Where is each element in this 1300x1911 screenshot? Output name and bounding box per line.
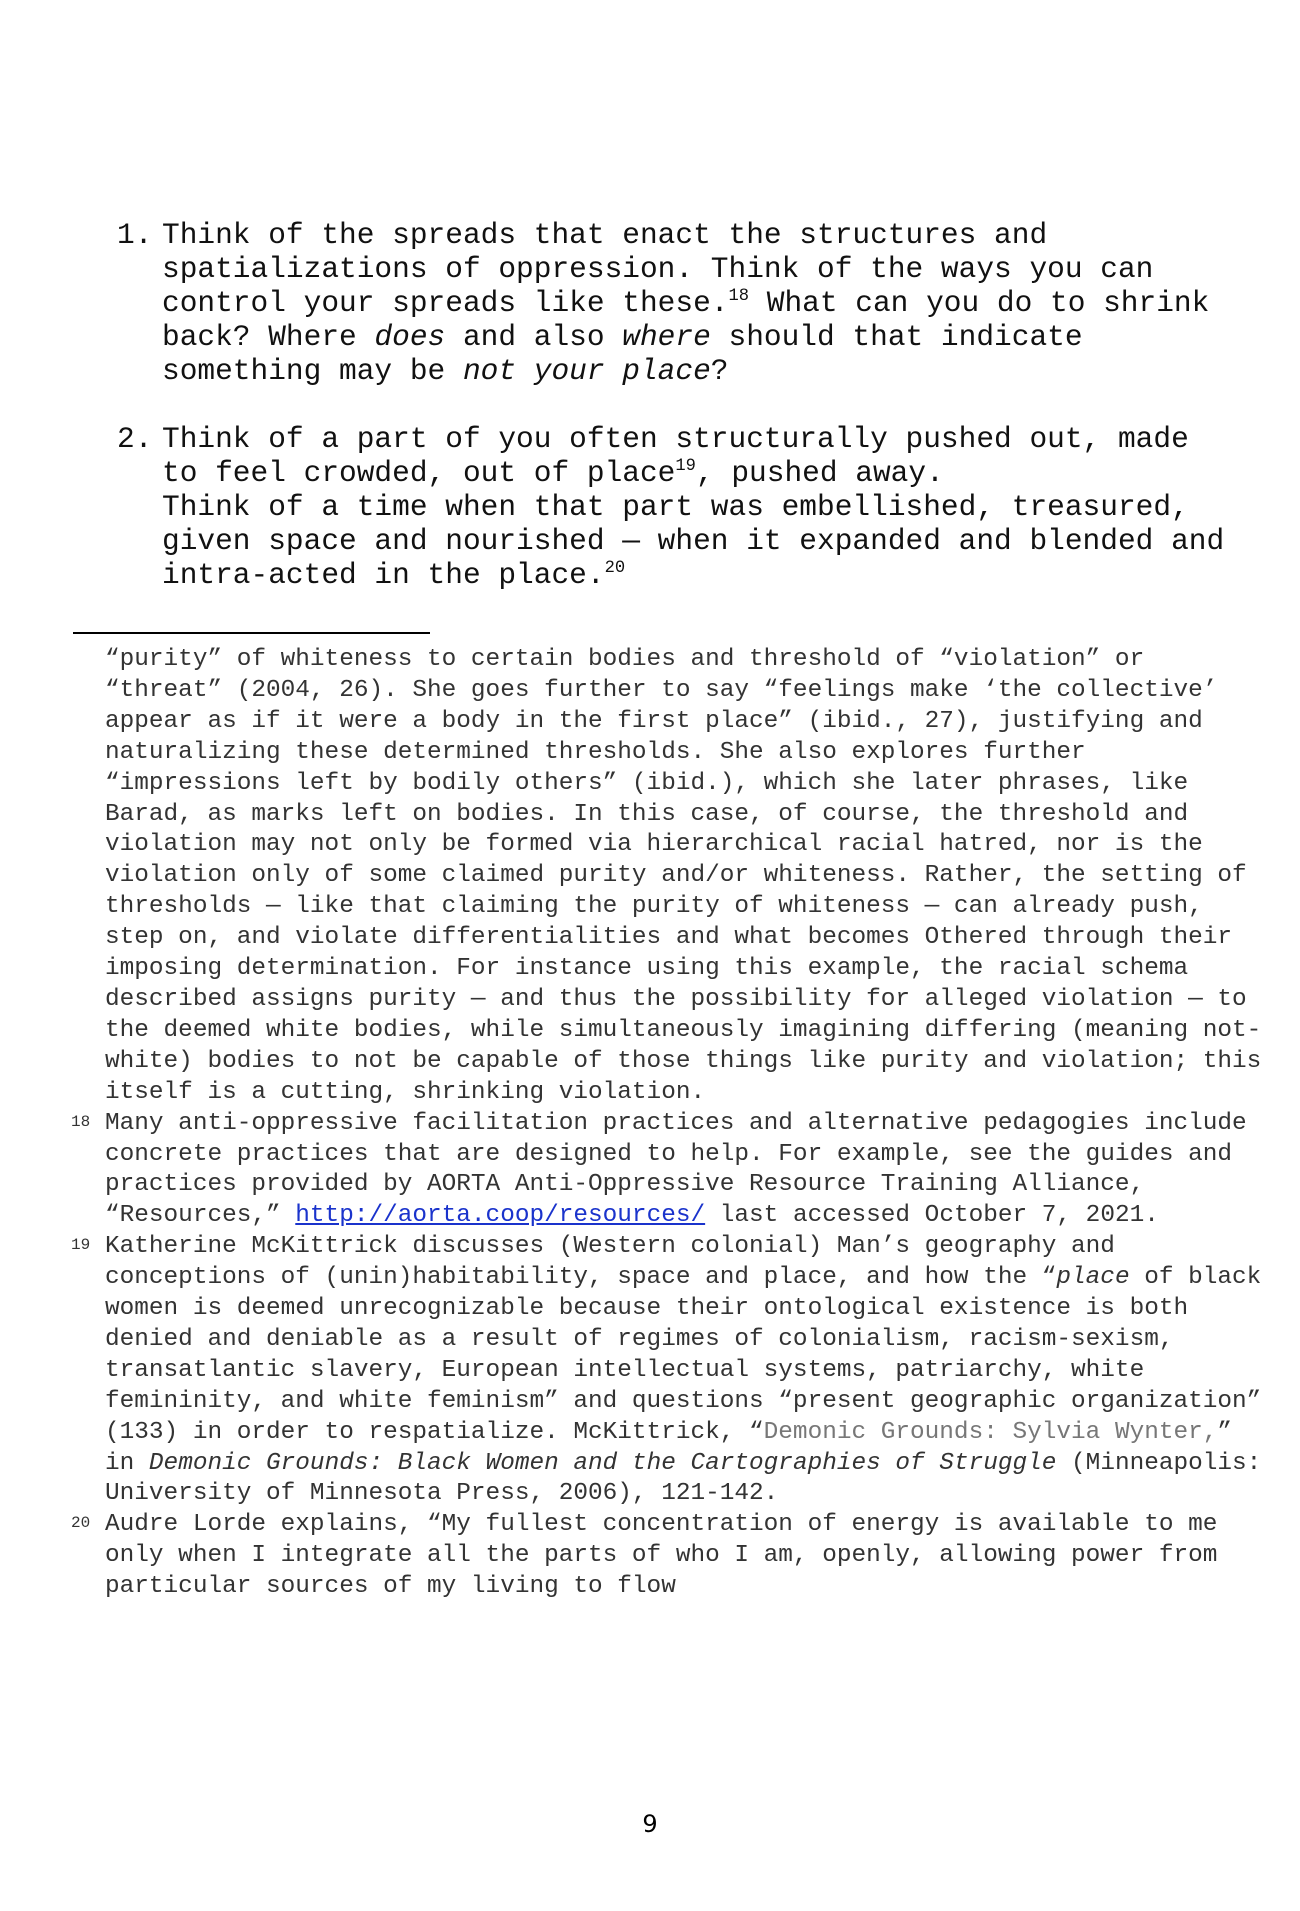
page-number: 9 — [642, 1810, 658, 1838]
footnote-ref-20[interactable]: 20 — [604, 559, 626, 579]
footnote-separator — [73, 632, 430, 634]
footnotes — [71, 645, 1265, 1603]
footnote-20: 20 Audre Lorde explains, “My fullest concentration of energy is available to me only when I integrate all the parts of who I am, openly, allowing power from particular sources of my living to flow — [105, 1510, 1265, 1603]
footnote-mark: 19 — [71, 1236, 91, 1255]
numbered-list — [117, 218, 1227, 626]
footnote-19: 19 Katherine McKittrick discusses (Western colonial) Man’s geography and conceptions of (unin)habitability, space and place, and how the “place of black women is deemed unrecognizable because their ontological existence is both denied and deniable as a result of regimes of colonialism, racism-sexism, transatlantic slavery, European intellectual systems, patriarchy, white femininity, and white feminism” and questions “present geographic organization” (133) in order to respatialize. McKittrick, “Demonic Grounds: Sylvia Wynter,” in Demonic Grounds: Black Women and the Cartographies of Struggle (Minneapolis: University of Minnesota Press, 2006), 121-142. — [105, 1232, 1265, 1510]
footnote-mark: 18 — [71, 1112, 91, 1131]
list-number: 2. — [117, 422, 153, 456]
footnote-mark: 20 — [71, 1514, 91, 1533]
list-item-1: 1. Think of the spreads that enact the structures and spatializations of oppression. Think of the ways you can control your spreads like these.$^{18}$ What can you do to shrink back? Where does and also where should that indicate something may be not your place? — [117, 218, 1210, 388]
footnote-18: 18 Many anti-oppressive facilitation practices and alternative pedagogies include concrete practices that are designed to help. For example, see the guides and practices provided by AORTA Anti-Oppressive Resource Training Alliance, “Resources,” http://aorta.coop/resources/ last accessed October 7, 2021. — [105, 1109, 1265, 1233]
footnote-ref-18[interactable]: 18 — [728, 287, 750, 307]
footnote-ref-19[interactable]: 19 — [675, 457, 696, 477]
list-item-2: 2. Think of a part of you often structurally pushed out, made to feel crowded, out of place$^{19}$, pushed away. Think of a time when that part was embellished, treasured, given space and nourished — when it expanded and blended and intra-acted in the place.$^{20}$ — [117, 422, 1225, 592]
aorta-resources-link[interactable]: http://aorta.coop/resources/ — [295, 1202, 706, 1230]
list-number: 1. — [117, 218, 153, 252]
footnote-continued: “purity” of whiteness to certain bodies and threshold of “violation” or “threat” (2004, 26). She goes further to say “feelings make ‘the collective’ appear as if it were a body in the first place” (ibid., 27), justifying and naturalizing these determined thresholds. She also explores further “impressions left by bodily others” (ibid.), which she later phrases, like Barad, as marks left on bodies. In this case, of course, the threshold and violation may not only be formed via hierarchical racial hatred, nor is the violation only of some claimed purity and/or whiteness. Rather, the setting of thresholds — like that claiming the purity of whiteness — can already push, step on, and violate differentialities and what becomes Othered through their imposing determination. For instance using this example, the racial schema described assigns purity — and thus the possibility for alleged violation — to the deemed white bodies, while simultaneously imagining differing (meaning not-white) bodies to not be capable of those things like purity and violation; this itself is a cutting, shrinking violation. — [105, 646, 1262, 1106]
